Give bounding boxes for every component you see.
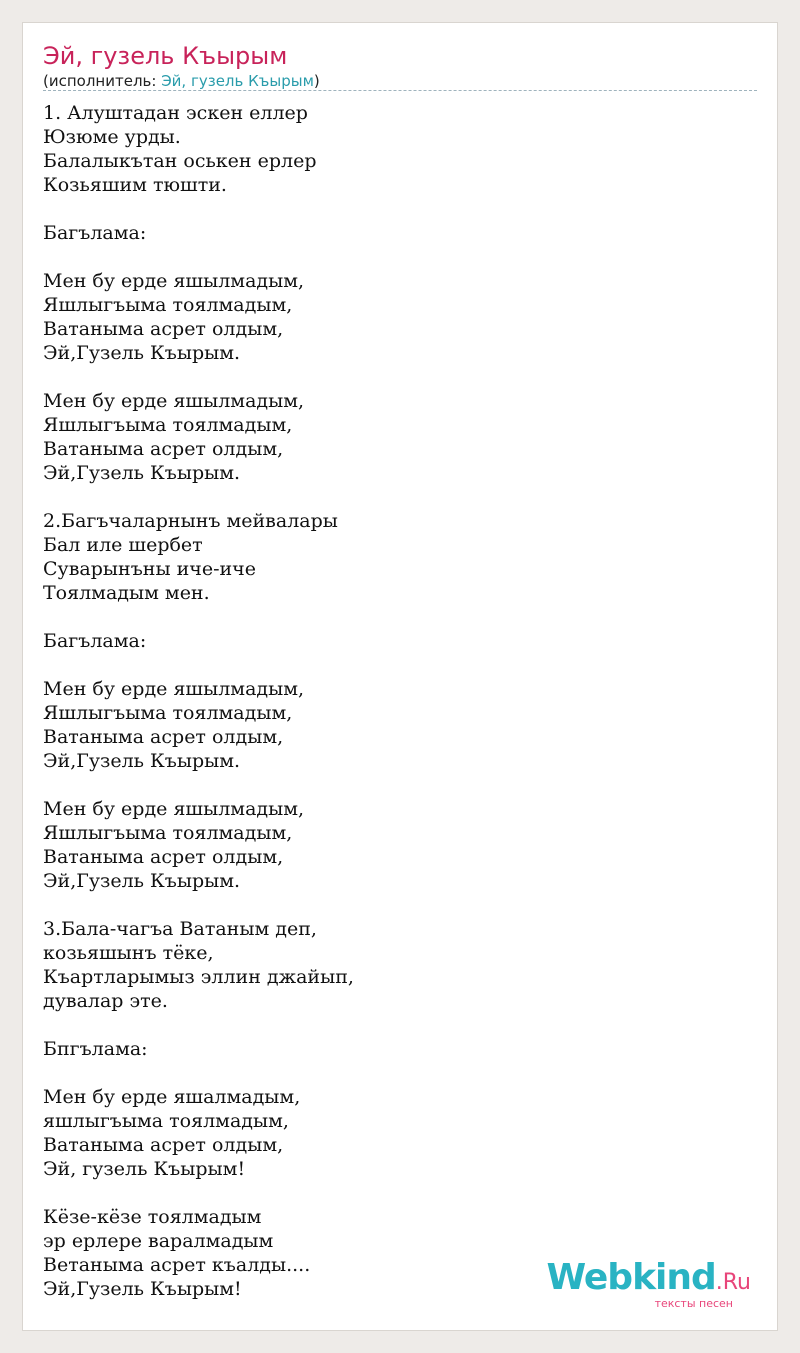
performer-line bbox=[43, 71, 320, 91]
logo-brand: Webkind bbox=[546, 1257, 716, 1298]
logo-tld: .Ru bbox=[715, 1270, 751, 1295]
title-divider bbox=[43, 90, 757, 91]
lyrics-text: 1. Алуштадан эскен еллер Юзюме урды. Балалыкътан оськен ерлер Козьяшим тюшти. Багълама: Мен бу ерде яшылмадым, Яшлыгъыма тоялмадым, Ватаныма асрет олдым, Эй,Гузель Къырым. Мен бу ерде яшылмадым, Яшлыгъыма тоялмадым, Ватаныма асрет олдым, Эй,Гузель Къырым. 2.Багъчаларнынъ мейвалары Бал иле шербет Суварынъны иче-иче Тоялмадым мен. Багълама: Мен бу ерде яшылмадым, Яшлыгъыма тоялмадым, Ватаныма асрет олдым, Эй,Гузель Къырым. Мен бу ерде яшылмадым, Яшлыгъыма тоялмадым, Ватаныма асрет олдым, Эй,Гузель Къырым. 3.Бала-чагъа Ватаным деп, козьяшынъ тёке, Къартларымыз эллин джайып, дувалар эте. Бпгълама: Мен бу ерде яшалмадым, яшлыгъыма тоялмадым, Ватаныма асрет олдым, Эй, гузель Къырым! Кёзе-кёзе тоялмадым эр ерлере варалмадым Ветаныма асрет къалды.... Эй,Гузель Къырым! bbox=[43, 102, 354, 1300]
logo-wordmark bbox=[546, 1259, 751, 1302]
lyrics-card bbox=[22, 22, 778, 1331]
logo-tagline: тексты песен bbox=[654, 1297, 733, 1310]
performer-label: (исполнитель: bbox=[43, 72, 162, 90]
performer-link[interactable]: Эй, гузель Къырым bbox=[161, 72, 314, 90]
webkind-logo[interactable] bbox=[546, 1259, 751, 1310]
performer-close: ) bbox=[313, 72, 320, 90]
song-title: Эй, гузель Къырым bbox=[43, 42, 288, 70]
